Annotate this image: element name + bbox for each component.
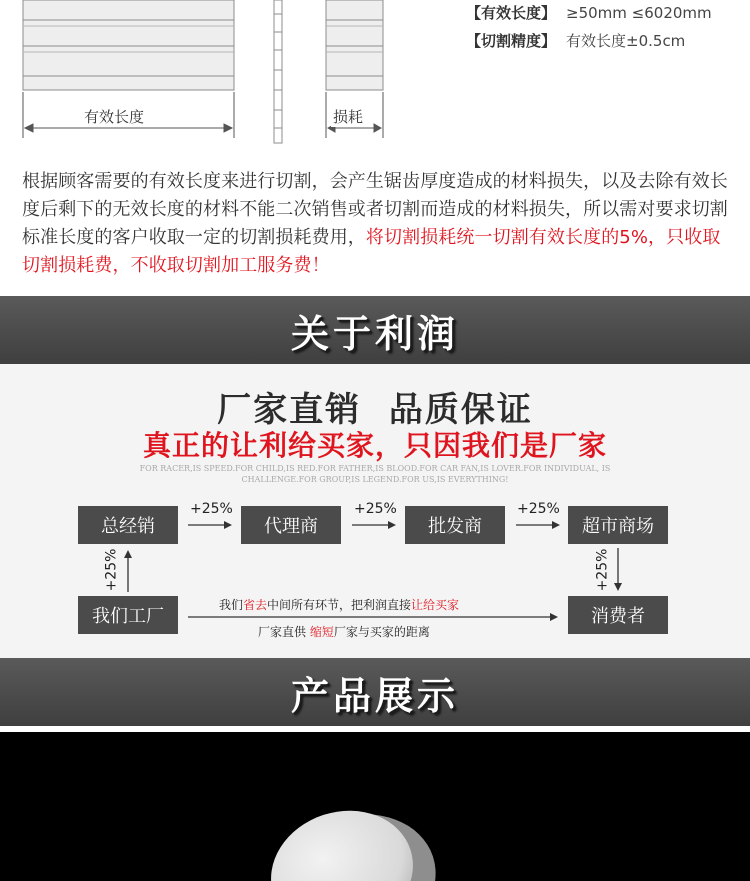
effective-length-bar [23,0,234,90]
note-highlight: 让给买家 [411,598,460,612]
product-photo [0,732,750,881]
note-text: 厂家直供 [258,625,310,639]
note-text: 我们 [219,598,244,612]
markup-label-3: +25% [517,501,560,517]
product-showcase-banner [0,658,750,726]
box-consumer: 消费者 [568,596,668,634]
markup-label-1: +25% [190,501,233,517]
about-profit-section [0,364,750,658]
loss-label: 损耗 [333,108,364,126]
spec-value: 有效长度±0.5cm [566,32,686,50]
direct-sale-note [219,596,459,613]
effective-length-label: 有效长度 [84,108,145,126]
intro-text: 根据顾客需要的有效长度来进行切割，会产生锯齿厚度造成的材料损失，以及去除有效长度后剩下的无效长度的材料不能二次销售或者切割而造成的材料损失，所以需对要求切割标准长度的客户收取一定的切割损耗费用， [22,171,728,248]
box-wholesaler: 批发商 [405,506,505,544]
note-highlight: 省去 [243,598,268,612]
box-agent: 代理商 [241,506,341,544]
note-text: 厂家与买家的距离 [333,625,430,639]
about-profit-title: 关于利润 [290,311,459,356]
factory-direct-note [258,623,430,640]
box-general-distributor: 总经销 [78,506,178,544]
product-showcase-title: 产品展示 [290,673,459,718]
spec-key: 【切割精度】 [466,32,557,50]
about-subheadline: 真正的让利给买家，只因我们是厂家 [142,429,607,462]
markup-label-vertical-right: +25% [594,548,611,592]
box-our-factory: 我们工厂 [78,596,178,634]
saw-blade-strip [274,0,282,143]
about-headline: 厂家直销 品质保证 [217,390,533,430]
spec-value: ≥50mm ≤6020mm [566,4,712,22]
box-supermarket: 超市商场 [568,506,668,544]
about-profit-banner [0,296,750,364]
spec-row-effective-length [466,2,712,23]
about-english-slogan: FOR RACER,IS SPEED.FOR CHILD,IS RED.FOR FATHER,IS BLOOD.FOR CAR FAN,IS LOVER.FOR INDIVIDUAL, IS CHALLENGE.FOR GROUP,IS LEGEND.FOR US,IS EVERYTHING! [139,464,611,484]
cutting-loss-description [22,168,734,280]
note-highlight: 缩短 [309,625,334,639]
loss-bar [326,0,383,90]
markup-label-2: +25% [354,501,397,517]
markup-label-vertical-left: +25% [103,548,120,592]
product-disc-image [0,732,750,881]
note-text: 中间所有环节，把利润直接 [267,598,412,612]
intro-highlight: 将切割损耗统一切割有效长度的5%，只收取切割损耗费，不收取切割加工服务费！ [22,227,721,276]
spec-row-cutting-precision [466,30,685,51]
cutting-diagram [0,0,750,150]
spec-key: 【有效长度】 [466,4,557,22]
